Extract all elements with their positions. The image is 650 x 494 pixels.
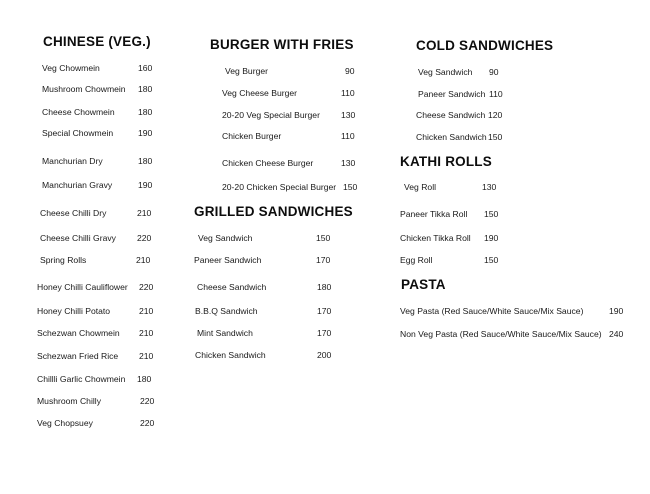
menu-item-price: 150 (484, 209, 499, 219)
menu-item-price: 170 (316, 255, 331, 265)
menu-item-price: 150 (488, 132, 503, 142)
menu-item-price: 180 (138, 84, 153, 94)
menu-item-name: Mint Sandwich (197, 328, 253, 338)
menu-item-name: Honey Chilli Potato (37, 306, 111, 316)
menu-item-name: Veg Sandwich (418, 67, 473, 77)
menu-item-price: 180 (138, 156, 153, 166)
menu-item-price: 110 (341, 131, 355, 141)
menu-item-name: Veg Roll (404, 182, 437, 192)
menu-item-name: Chillli Garlic Chowmein (37, 374, 126, 384)
menu-item-price: 190 (138, 128, 153, 138)
menu-item-name: Veg Sandwich (198, 233, 253, 243)
menu-item-name: Cheese Sandwich (416, 110, 486, 120)
section-title-pasta: PASTA (401, 277, 446, 292)
menu-item-name: Paneer Sandwich (418, 89, 486, 99)
menu-item-name: Spring Rolls (40, 255, 87, 265)
menu-item-price: 190 (609, 306, 624, 316)
menu-item-price: 130 (341, 110, 356, 120)
menu-item-price: 130 (482, 182, 497, 192)
menu-item-name: Cheese Chowmein (42, 107, 115, 117)
menu-item-price: 90 (489, 67, 499, 77)
menu-item-price: 220 (140, 418, 155, 428)
section-title-grilled: GRILLED SANDWICHES (194, 204, 353, 219)
menu-item-name: Mushroom Chowmein (42, 84, 126, 94)
menu-item-price: 220 (137, 233, 152, 243)
menu-item-price: 150 (316, 233, 331, 243)
section-title-kathi: KATHI ROLLS (400, 154, 492, 169)
menu-item-price: 90 (345, 66, 355, 76)
menu-item-name: Veg Burger (225, 66, 268, 76)
menu-item-name: Veg Pasta (Red Sauce/White Sauce/Mix Sauce) (400, 306, 584, 316)
menu-item-price: 160 (138, 63, 153, 73)
menu-item-price: 150 (343, 182, 358, 192)
menu-item-price: 190 (138, 180, 153, 190)
menu-item-price: 180 (317, 282, 332, 292)
menu-item-name: Chicken Cheese Burger (222, 158, 314, 168)
menu-item-price: 150 (484, 255, 499, 265)
menu-item-name: Paneer Sandwich (194, 255, 262, 265)
section-title-chinese: CHINESE (VEG.) (43, 34, 151, 49)
menu-item-price: 190 (484, 233, 499, 243)
menu-item-name: Paneer Tikka Roll (400, 209, 468, 219)
menu-item-name: Chicken Sandwich (416, 132, 487, 142)
menu-item-price: 130 (341, 158, 356, 168)
menu-item-price: 120 (488, 110, 503, 120)
menu-item-price: 210 (139, 351, 154, 361)
section-title-cold: COLD SANDWICHES (416, 38, 554, 53)
menu-item-name: Veg Chowmein (42, 63, 100, 73)
menu-item-price: 220 (139, 282, 154, 292)
menu-item-name: Honey Chilli Cauliflower (37, 282, 128, 292)
section-title-burger: BURGER WITH FRIES (210, 37, 354, 52)
menu-item-name: Chicken Sandwich (195, 350, 266, 360)
menu-item-name: Special Chowmein (42, 128, 114, 138)
menu-item-price: 210 (139, 328, 154, 338)
menu-item-name: Egg Roll (400, 255, 433, 265)
menu-item-name: Schezwan Chowmein (37, 328, 120, 338)
menu-item-name: Non Veg Pasta (Red Sauce/White Sauce/Mix Sauce) (400, 329, 602, 339)
menu-item-price: 210 (137, 208, 152, 218)
menu-item-name: 20-20 Chicken Special Burger (222, 182, 337, 192)
menu-item-name: 20-20 Veg Special Burger (222, 110, 320, 120)
menu-item-name: Cheese Chilli Gravy (40, 233, 116, 243)
menu-item-name: Cheese Chilli Dry (40, 208, 107, 218)
menu-item-name: Veg Chopsuey (37, 418, 93, 428)
menu-item-name: Cheese Sandwich (197, 282, 267, 292)
menu-item-name: Manchurian Dry (42, 156, 103, 166)
menu-item-price: 170 (317, 328, 332, 338)
menu-item-name: Mushroom Chilly (37, 396, 101, 406)
menu-item-name: Chicken Tikka Roll (400, 233, 471, 243)
menu-item-name: Manchurian Gravy (42, 180, 113, 190)
menu-item-name: Chicken Burger (222, 131, 282, 141)
menu-item-price: 240 (609, 329, 624, 339)
menu-item-price: 180 (138, 107, 153, 117)
menu-item-name: Schezwan Fried Rice (37, 351, 119, 361)
menu-item-price: 180 (137, 374, 152, 384)
menu-item-price: 210 (136, 255, 151, 265)
menu-item-name: B.B.Q Sandwich (195, 306, 258, 316)
menu-item-name: Veg Cheese Burger (222, 88, 298, 98)
menu-item-price: 110 (341, 88, 355, 98)
menu-item-price: 220 (140, 396, 155, 406)
menu-item-price: 110 (489, 89, 503, 99)
menu-item-price: 210 (139, 306, 154, 316)
menu-item-price: 200 (317, 350, 332, 360)
menu-item-price: 170 (317, 306, 332, 316)
